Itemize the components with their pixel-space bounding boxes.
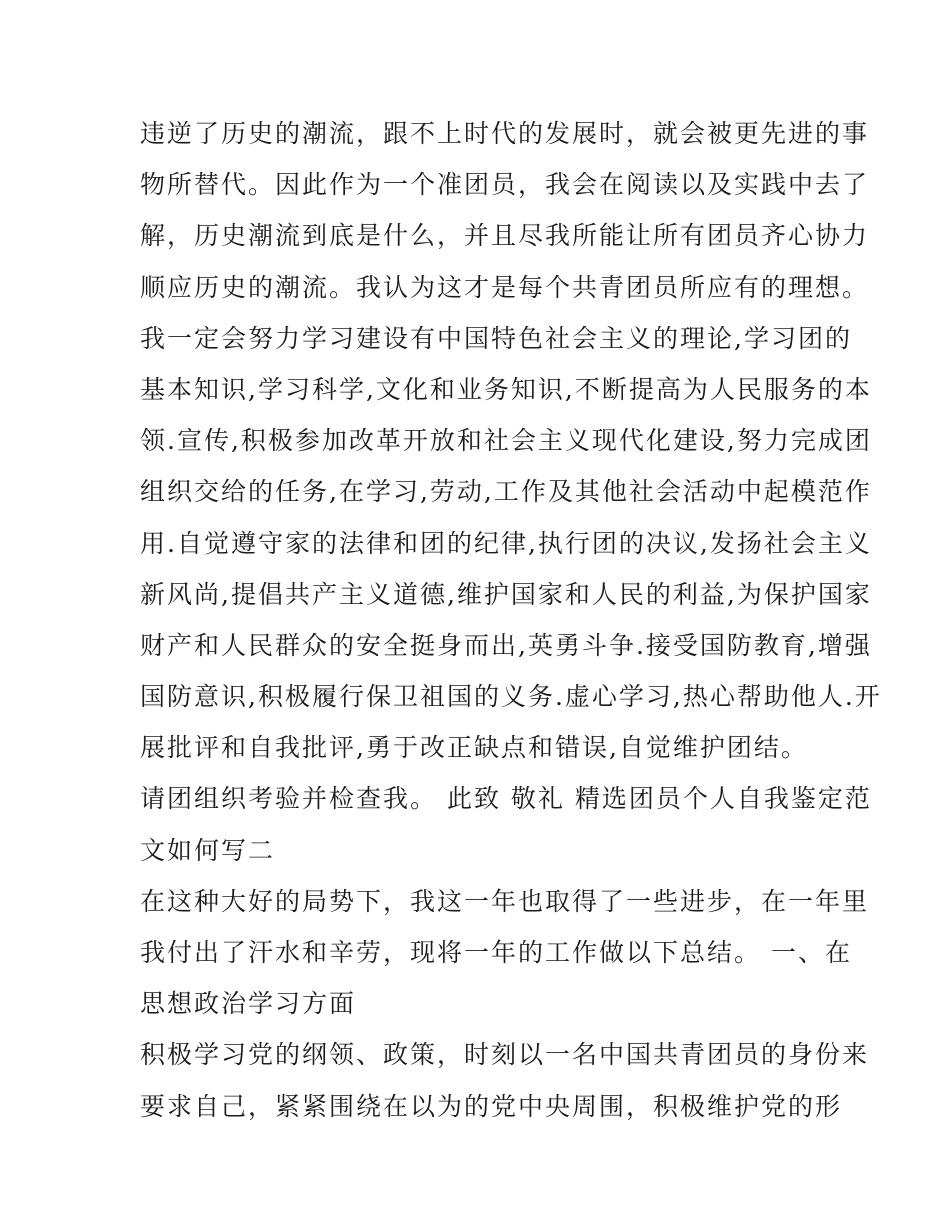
text-line: 我一定会努力学习建设有中国特色社会主义的理论,学习团的 (140, 323, 852, 353)
text-line: 解，历史潮流到底是什么，并且尽我所能让所有团员齐心协力 (140, 221, 870, 251)
text-line: 国防意识,积极履行保卫祖国的义务.虚心学习,热心帮助他人.开 (140, 682, 882, 712)
text-line: 在这种大好的局势下，我这一年也取得了一些进步，在一年里 (140, 886, 870, 916)
text-line: 违逆了历史的潮流，跟不上时代的发展时，就会被更先进的事 (140, 119, 870, 148)
text-line: 请团组织考验并检查我。 此致 敬礼 精选团员个人自我鉴定范 (140, 784, 872, 814)
text-line: 顺应历史的潮流。我认为这才是每个共青团员所应有的理想。 (140, 272, 870, 302)
text-line: 财产和人民群众的安全挺身而出,英勇斗争.接受国防教育,增强 (140, 630, 872, 660)
text-line: 基本知识,学习科学,文化和业务知识,不断提高为人民服务的本 (140, 374, 872, 404)
document-body (140, 108, 882, 1132)
text-line: 用.自觉遵守家的法律和团的纪律,执行团的决议,发扬社会主义 (140, 528, 872, 558)
text-line: 要求自己，紧紧围绕在以为的党中央周围，积极维护党的形 (140, 1091, 843, 1121)
text-line: 物所替代。因此作为一个准团员，我会在阅读以及实践中去了 (140, 170, 870, 200)
text-line: 文如何写二 (140, 835, 276, 865)
text-line: 我付出了汗水和辛劳，现将一年的工作做以下总结。 一、在 (140, 938, 852, 967)
text-line: 积极学习党的纲领、政策，时刻以一名中国共青团员的身份来 (140, 1040, 870, 1070)
text-line: 领.宣传,积极参加改革开放和社会主义现代化建设,努力完成团 (140, 426, 872, 456)
text-line: 思想政治学习方面 (140, 989, 357, 1019)
text-line: 展批评和自我批评,勇于改正缺点和错误,自觉维护团结。 (140, 733, 808, 763)
text-line: 新风尚,提倡共产主义道德,维护国家和人民的利益,为保护国家 (140, 579, 872, 609)
text-line: 组织交给的任务,在学习,劳动,工作及其他社会活动中起模范作 (140, 477, 872, 507)
